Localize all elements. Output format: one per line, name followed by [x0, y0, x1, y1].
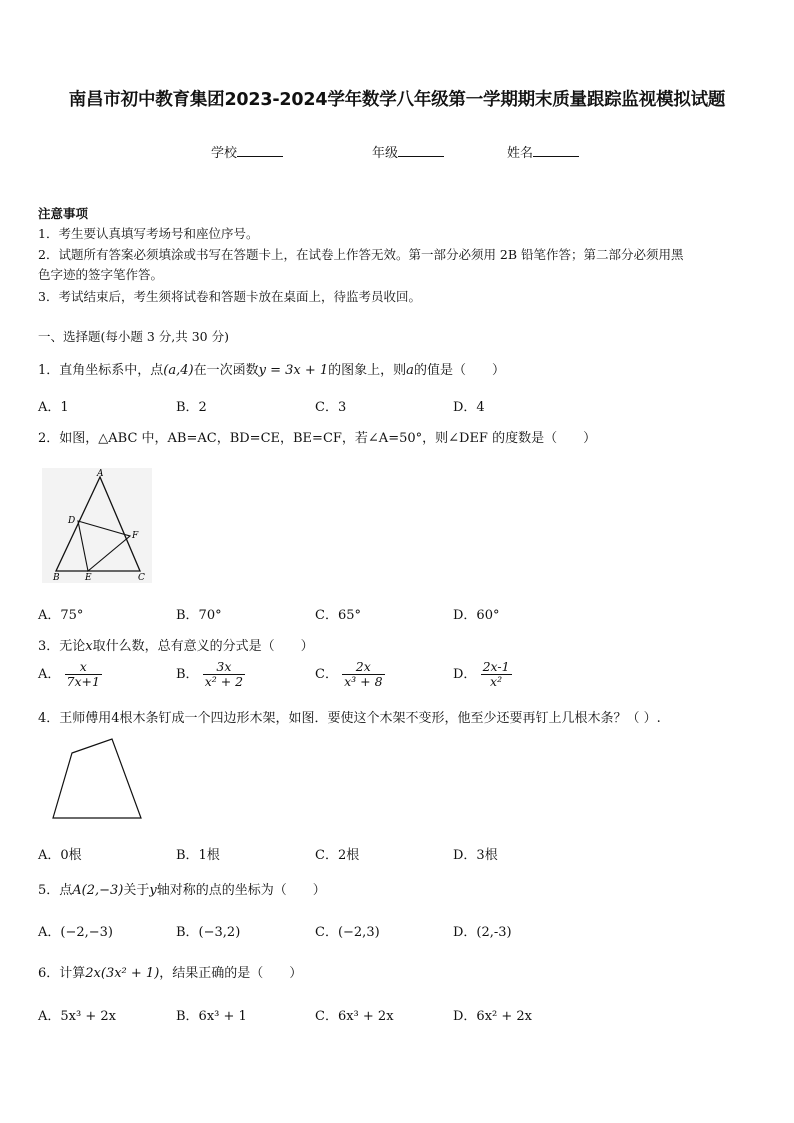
q1-mid: 在一次函数 [193, 363, 259, 378]
q3-var: x [85, 639, 93, 654]
question-2: 2．如图，△ABC 中，AB=AC，BD=CE，BE=CF，若∠A=50°，则∠DEF 的度数是（ ） [38, 431, 597, 446]
q2-option-c: C．65° [315, 608, 361, 623]
q3-d-den: x² [490, 674, 503, 689]
q3-option-d-fraction [481, 660, 512, 689]
q6-option-b: B．6x³ + 1 [176, 1009, 247, 1024]
q6-option-a: A．5x³ + 2x [38, 1009, 116, 1024]
grade-field [372, 142, 444, 161]
q3-b-den: x² + 2 [204, 674, 244, 689]
q3-d-num: 2x-1 [482, 659, 510, 674]
question-1 [38, 359, 505, 378]
q1-option-b: B．2 [176, 400, 207, 415]
q3-option-a [38, 660, 102, 689]
q5-option-c: C．(−2,3) [315, 925, 380, 940]
q3-c-num: 2x [355, 659, 371, 674]
q5-option-b: B．(−3,2) [176, 925, 241, 940]
q3-option-c-letter: C． [315, 667, 338, 682]
q3-option-d-letter: D． [453, 667, 477, 682]
label-e: E [85, 573, 92, 583]
name-blank[interactable] [533, 143, 579, 157]
question-5 [38, 879, 326, 898]
q1-end: 的值是（ ） [413, 363, 505, 378]
q3-option-a-letter: A． [38, 667, 61, 682]
q6-option-c: C．6x³ + 2x [315, 1009, 394, 1024]
q5-option-d: D．(2,-3) [453, 925, 512, 940]
q6-post: ，结果正确的是（ ） [159, 966, 303, 981]
q3-option-a-fraction [65, 660, 102, 689]
question-3 [38, 635, 314, 654]
label-f: F [132, 531, 139, 541]
q3-pre: 3．无论 [38, 639, 86, 654]
q3-c-den: x³ + 8 [344, 674, 383, 689]
q1-option-d: D．4 [453, 400, 485, 415]
grade-blank[interactable] [398, 143, 444, 157]
school-label: 学校 [211, 146, 238, 161]
note-3: 3．考试结束后，考生须将试卷和答题卡放在桌面上，待监考员收回。 [38, 289, 421, 304]
label-b: B [53, 573, 60, 583]
q1-post: 的图象上，则 [328, 363, 407, 378]
q1-point: (a,4) [163, 363, 194, 378]
q4-option-c: C．2根 [315, 848, 360, 863]
q4-option-a: A．0根 [38, 848, 82, 863]
question-6 [38, 962, 302, 981]
q2-option-d: D．60° [453, 608, 500, 623]
q1-var: a [406, 363, 414, 378]
q3-option-d [453, 660, 512, 689]
note-2-cont: 色字迹的签字笔作答。 [38, 267, 164, 282]
q2-option-a: A．75° [38, 608, 84, 623]
q1-func: y = 3x + 1 [258, 363, 329, 378]
name-field [507, 142, 579, 161]
q6-expr: 2x(3x² + 1) [85, 966, 160, 981]
label-c: C [138, 573, 145, 583]
name-label: 姓名 [507, 146, 534, 161]
q5-point: A(2,−3) [72, 883, 124, 898]
q1-pre: 1．直角坐标系中，点 [38, 363, 164, 378]
q2-option-b: B．70° [176, 608, 222, 623]
q4-option-b: B．1根 [176, 848, 220, 863]
note-2: 2．试题所有答案必须填涂或书写在答题卡上，在试卷上作答无效。第一部分必须用 2B 铅笔作答；第二部分必须用黑 [38, 247, 684, 262]
grade-label: 年级 [372, 146, 399, 161]
q3-option-c [315, 660, 385, 689]
q4-option-d: D．3根 [453, 848, 498, 863]
q3-post: 取什么数，总有意义的分式是（ ） [92, 639, 314, 654]
page-title: 南昌市初中教育集团2023-2024学年数学八年级第一学期期末质量跟踪监视模拟试题 [68, 90, 726, 110]
section-heading: 一、选择题(每小题 3 分,共 30 分) [38, 329, 229, 344]
q5-axis: y [149, 883, 157, 898]
q5-pre: 5．点 [38, 883, 73, 898]
q3-option-b-letter: B． [176, 667, 199, 682]
triangle-figure [42, 468, 152, 583]
question-4: 4．王师傅用4根木条钉成一个四边形木架，如图．要使这个木架不变形，他至少还要再钉上几根木条？（ ）. [38, 711, 661, 726]
q3-option-b-fraction [203, 660, 245, 689]
school-field [211, 142, 283, 161]
q5-mid: 关于 [123, 883, 150, 898]
q3-b-num: 3x [216, 659, 232, 674]
q3-option-b [176, 660, 245, 689]
note-1: 1．考生要认真填写考场号和座位序号。 [38, 226, 259, 241]
notes-heading: 注意事项 [38, 206, 89, 221]
quadrilateral-figure [50, 736, 146, 822]
school-blank[interactable] [237, 143, 283, 157]
q5-option-a: A．(−2,−3) [38, 925, 113, 940]
label-a: A [97, 469, 104, 479]
q1-option-a: A．1 [38, 400, 69, 415]
q3-option-c-fraction [342, 660, 384, 689]
q6-option-d: D．6x² + 2x [453, 1009, 532, 1024]
q1-option-c: C．3 [315, 400, 347, 415]
q3-a-den: 7x+1 [66, 674, 100, 689]
q5-post: 轴对称的点的坐标为（ ） [156, 883, 326, 898]
q3-a-num: x [79, 659, 87, 674]
quadrilateral-frame [53, 739, 141, 818]
label-d: D [68, 516, 76, 526]
q6-pre: 6．计算 [38, 966, 86, 981]
